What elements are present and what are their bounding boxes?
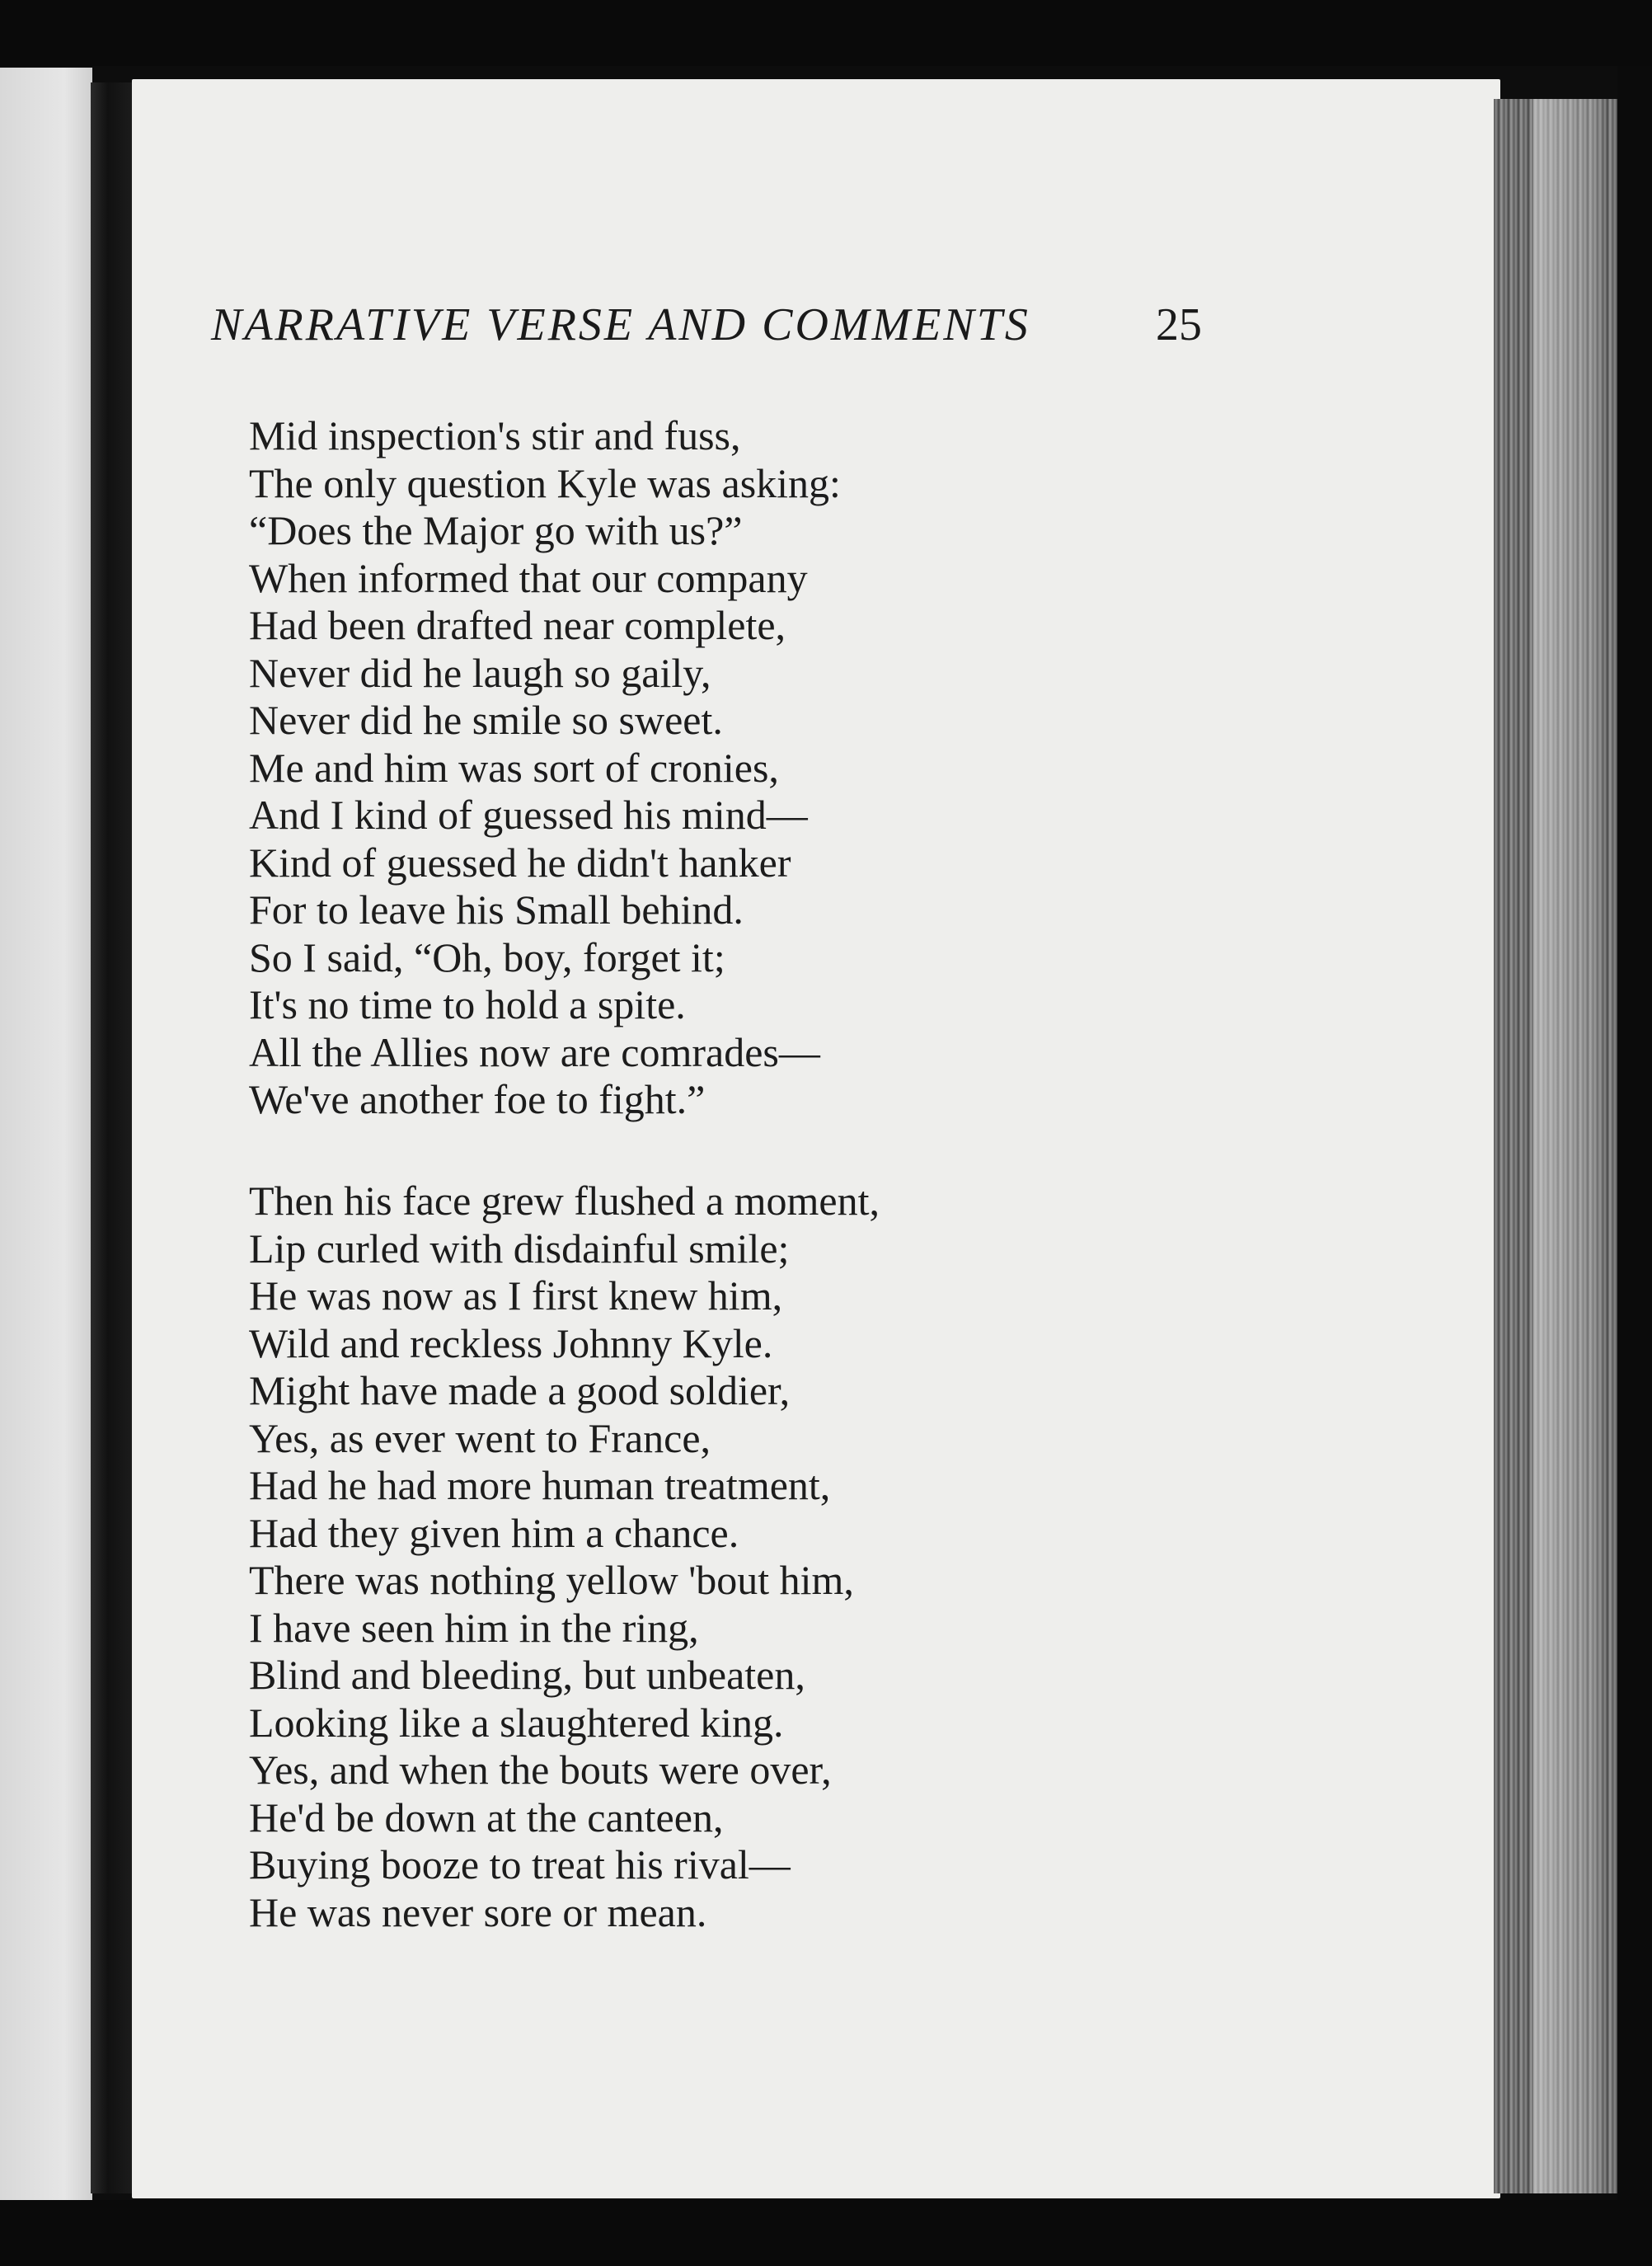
- verse-line: Then his face grew flushed a moment,: [249, 1178, 880, 1224]
- verse-line: When informed that our company: [249, 554, 808, 601]
- verse-line: Had been drafted near complete,: [249, 602, 786, 648]
- verse-line: He was now as I first knew him,: [249, 1272, 783, 1319]
- verse-line: All the Allies now are comrades—: [249, 1028, 820, 1075]
- verse-line: The only question Kyle was asking:: [249, 459, 841, 506]
- stanza-2: [249, 1178, 1403, 1936]
- verse-line: He'd be down at the canteen,: [249, 1794, 724, 1841]
- verse-line: Yes, and when the bouts were over,: [249, 1747, 832, 1793]
- scan-right-border: [1617, 66, 1652, 2266]
- page-block-edge-highlight: [1533, 99, 1599, 2193]
- verse-line: Me and him was sort of cronies,: [249, 744, 779, 791]
- verse-line: Never did he smile so sweet.: [249, 697, 723, 743]
- verse-line: Mid inspection's stir and fuss,: [249, 412, 741, 458]
- verse-line: Kind of guessed he didn't hanker: [249, 839, 791, 886]
- stanza-1: [249, 412, 1403, 1124]
- verse-line: So I said, “Oh, boy, forget it;: [249, 933, 725, 980]
- verse-line: Had they given him a chance.: [249, 1509, 739, 1556]
- verse-line: Had he had more human treatment,: [249, 1462, 831, 1508]
- verse-line: I have seen him in the ring,: [249, 1604, 699, 1651]
- verse-line: We've another foe to fight.”: [249, 1076, 706, 1122]
- verse-line: There was nothing yellow 'bout him,: [249, 1557, 854, 1603]
- verse-line: “Does the Major go with us?”: [249, 507, 743, 553]
- scan-top-border: [0, 0, 1652, 66]
- verse-line: Yes, as ever went to France,: [249, 1414, 711, 1461]
- verse-line: He was never sore or mean.: [249, 1888, 707, 1935]
- verse-line: For to leave his Small behind.: [249, 886, 744, 933]
- verse-line: Never did he laugh so gaily,: [249, 649, 711, 696]
- running-head: NARRATIVE VERSE AND COMMENTS: [211, 299, 1030, 350]
- verse-line: Wild and reckless Johnny Kyle.: [249, 1319, 773, 1366]
- facing-page-edge: [0, 68, 92, 2203]
- scan-bottom-border: [0, 2200, 1652, 2266]
- page-number: 25: [1156, 299, 1202, 350]
- verse-line: And I kind of guessed his mind—: [249, 792, 808, 838]
- verse-line: Looking like a slaughtered king.: [249, 1699, 784, 1746]
- verse-line: Buying booze to treat his rival—: [249, 1841, 791, 1888]
- verse-line: Blind and bleeding, but unbeaten,: [249, 1652, 805, 1698]
- book-gutter: [91, 82, 134, 2193]
- verse-line: Might have made a good soldier,: [249, 1367, 791, 1413]
- verse-line: Lip curled with disdainful smile;: [249, 1225, 790, 1272]
- verse-line: It's no time to hold a spite.: [249, 981, 686, 1027]
